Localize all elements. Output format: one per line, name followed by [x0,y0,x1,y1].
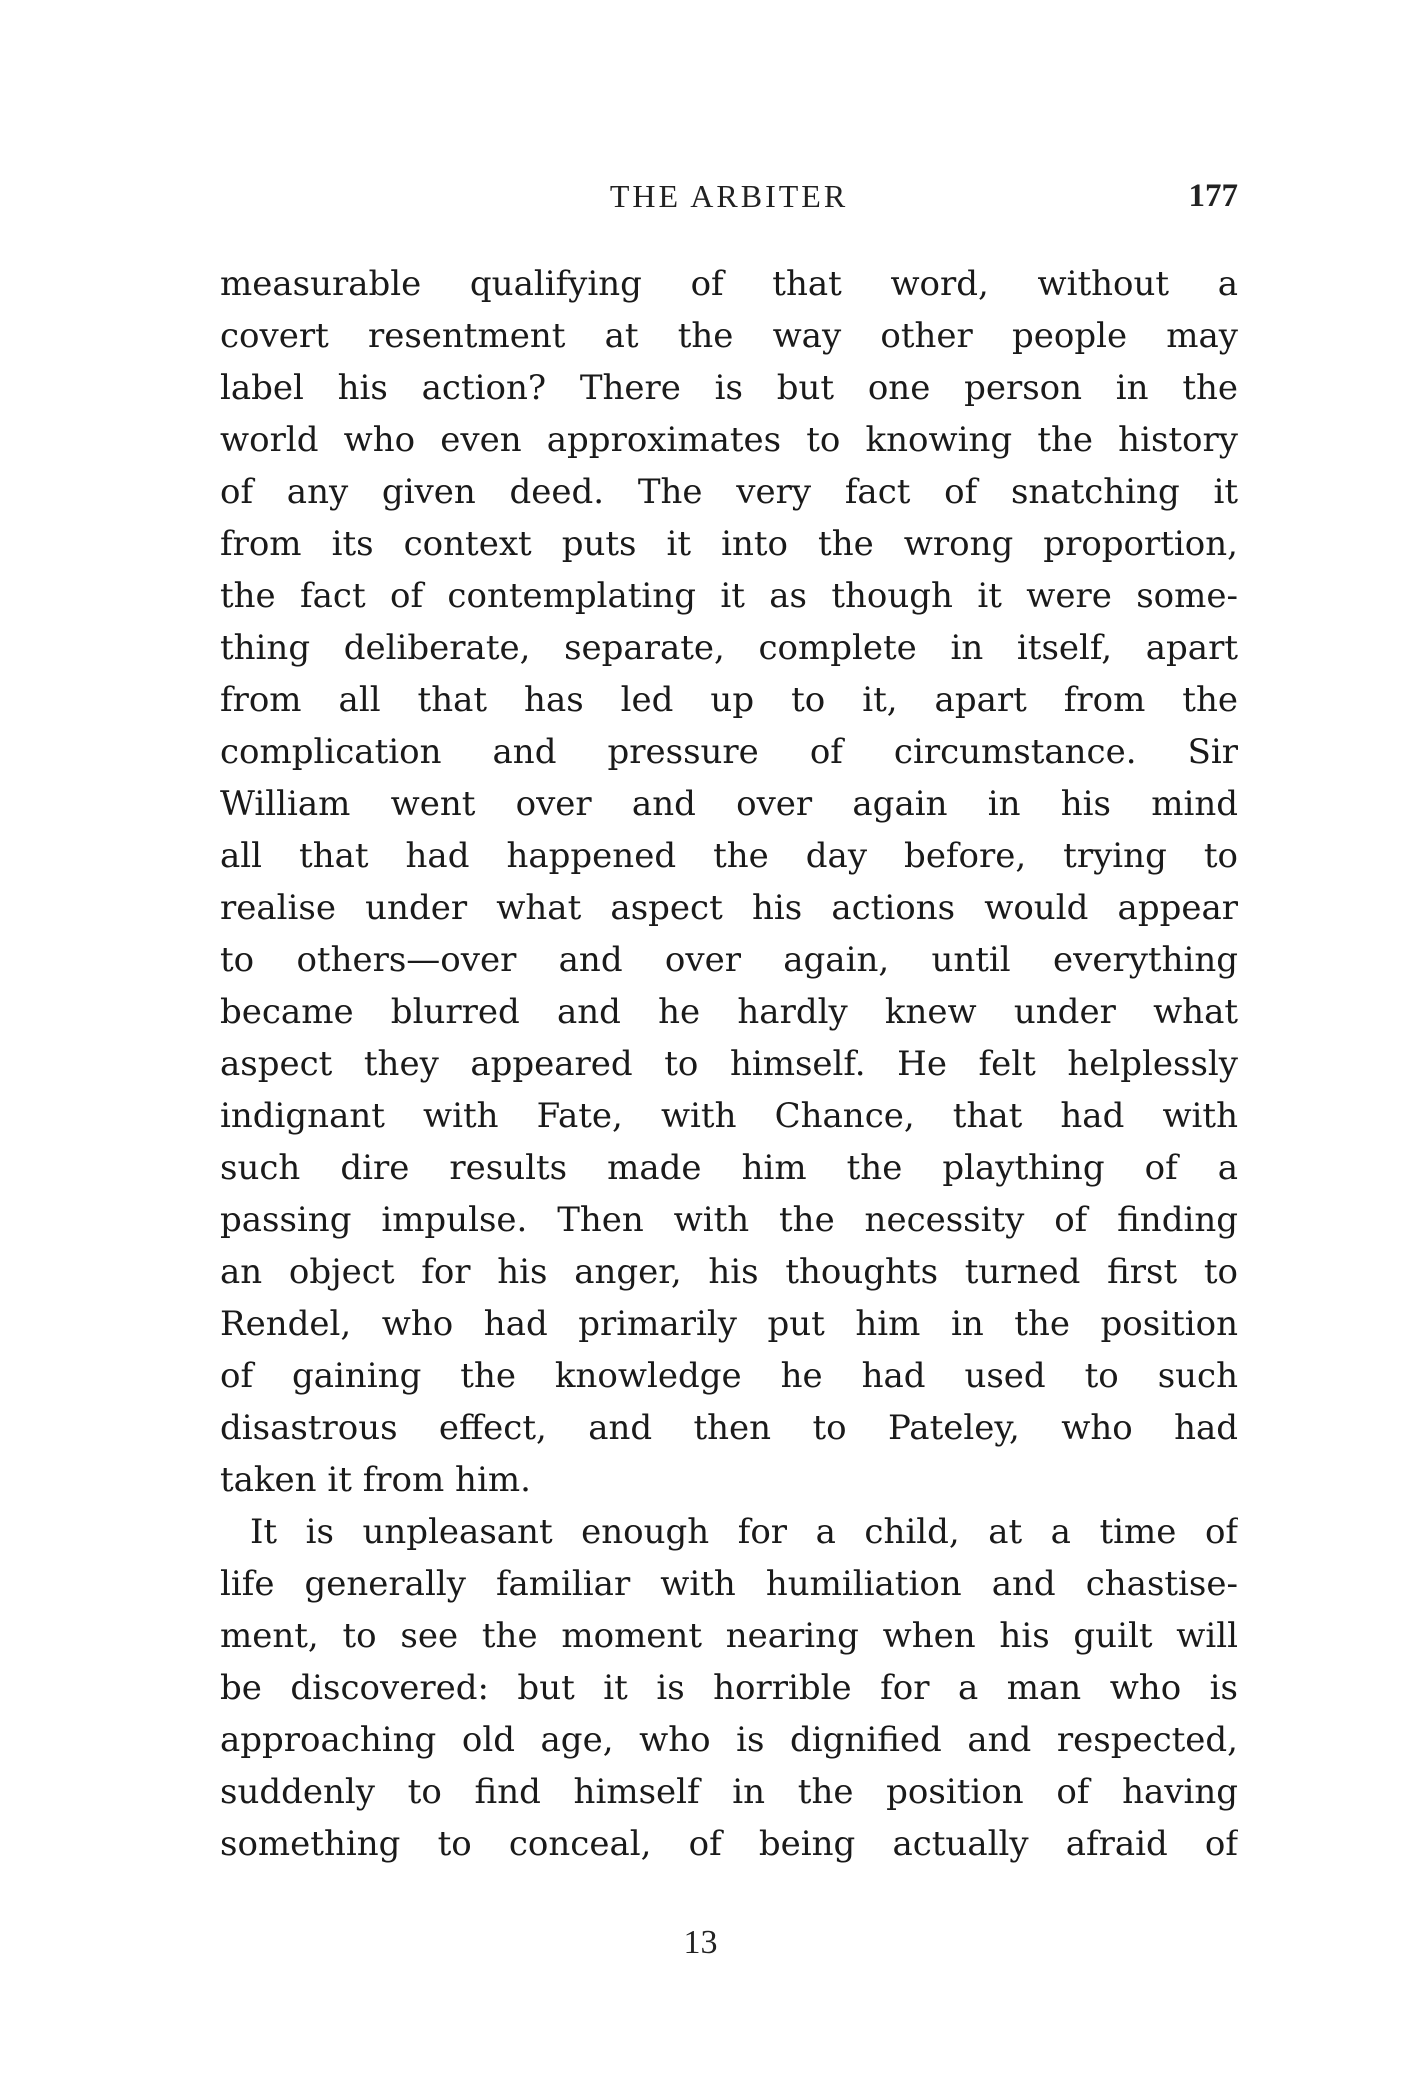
text-line: covert resentment at the way other people may [220,316,1238,356]
text-line: be discovered: but it is horrible for a man who is [220,1668,1238,1708]
text-line: such dire results made him the plaything of a [220,1148,1238,1188]
text-line: of any given deed. The very fact of snatching it [220,472,1238,512]
text-line: label his action? There is but one person in the [220,368,1238,408]
text-line: something to conceal, of being actually afraid of [220,1824,1238,1864]
text-line: from all that has led up to it, apart from the [220,680,1238,720]
text-line: measurable qualifying of that word, without a [220,264,1238,304]
text-line: taken it from him. [220,1460,531,1500]
text-line: became blurred and he hardly knew under what [220,992,1238,1032]
text-line: ment, to see the moment nearing when his guilt will [220,1616,1238,1656]
text-line: indignant with Fate, with Chance, that had with [220,1096,1238,1136]
text-line: of gaining the knowledge he had used to such [220,1356,1238,1396]
body-text [220,258,1238,1870]
text-line: to others—over and over again, until everything [220,940,1238,980]
page-number: 177 [1188,178,1238,214]
signature-mark: 13 [683,1924,718,1961]
text-line: life generally familiar with humiliation and chastise- [220,1564,1238,1604]
text-line: realise under what aspect his actions would appear [220,888,1238,928]
page-header [220,178,1238,224]
text-line: disastrous effect, and then to Pateley, who had [220,1408,1238,1448]
text-line: suddenly to find himself in the position of having [220,1772,1238,1812]
text-line: complication and pressure of circumstance. Sir [220,732,1238,772]
running-title: THE ARBITER [609,178,849,214]
text-line: It is unpleasant enough for a child, at a time of [250,1512,1238,1552]
text-line: from its context puts it into the wrong proportion, [220,524,1238,564]
text-line: thing deliberate, separate, complete in itself, apart [220,628,1238,668]
text-line: the fact of contemplating it as though it were some- [220,576,1238,616]
text-line: William went over and over again in his mind [220,784,1238,824]
text-line: Rendel, who had primarily put him in the position [220,1304,1238,1344]
text-line: approaching old age, who is dignified and respected, [220,1720,1238,1760]
text-line: world who even approximates to knowing the history [220,420,1238,460]
text-line: passing impulse. Then with the necessity of finding [220,1200,1238,1240]
text-line: all that had happened the day before, trying to [220,836,1238,876]
text-line: aspect they appeared to himself. He felt helplessly [220,1044,1238,1084]
text-line: an object for his anger, his thoughts turned first to [220,1252,1238,1292]
